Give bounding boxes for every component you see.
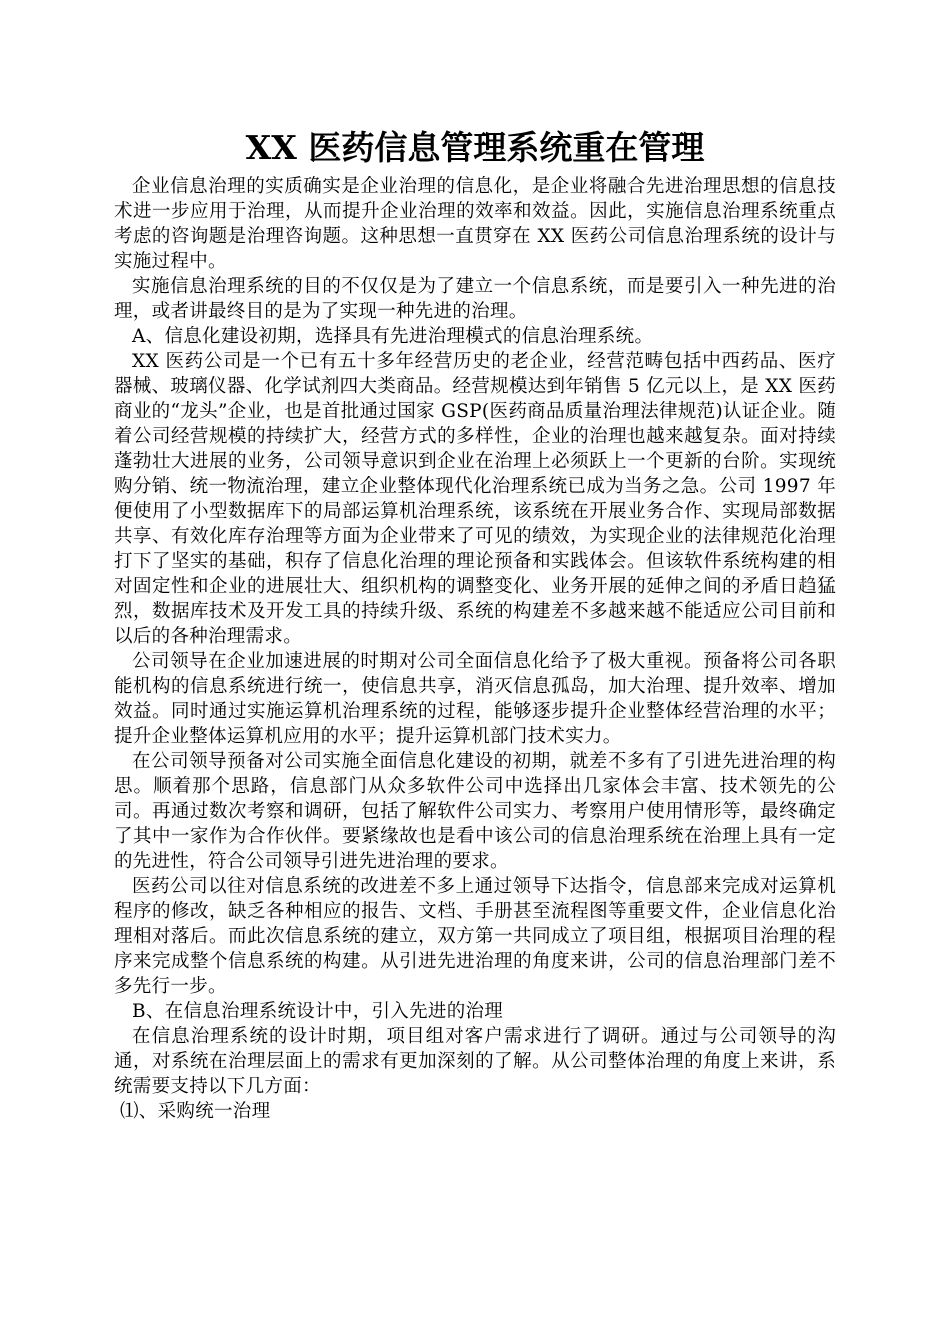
paragraph-project-team: 医药公司以往对信息系统的改进差不多上通过领导下达指令，信息部来完成对运算机程序的修改，缺乏各种相应的报告、文档、手册甚至流程图等重要文件，企业信息化治理相对落后。而此次信息系统的建立，双方第一共同成立了项目组，根据项目治理的程序来完成整个信息系统的构建。从引进先进治理的角度来讲，公司的信息治理部门差不多先行一步。 bbox=[114, 876, 836, 997]
paragraph-company-background: XX 医药公司是一个已有五十多年经营历史的老企业，经营范畴包括中西药品、医疗器械、玻璃仪器、化学试剂四大类商品。经营规模达到年销售 5 亿元以上，是 XX 医药商业的“龙头”企业，也是首批通过国家 GSP(医药商品质量治理法律规范)认证企业。随着公司经营规模的持续扩大，经营方式的多样性，企业的治理也越来越复杂。面对持续蓬勃壮大进展的业务，公司领导意识到企业在治理上必须跃上一个更新的台阶。实现统购分销、统一物流治理，建立企业整体现代化治理系统已成为当务之急。公司 1997 年便使用了小型数据库下的局部运算机治理系统，该系统在开展业务合作、实现局部数据共享、有效化库存治理等方面为企业带来了可见的绩效，为实现企业的法律规范化治理打下了坚实的基础，积存了信息化治理的理论预备和实践体会。但该软件系统构建的相对固定性和企业的进展壮大、组织机构的调整变化、业务开展的延伸之间的矛盾日趋猛烈，数据库技术及开发工具的持续升级、系统的构建差不多越来越不能适应公司目前和以后的各种治理需求。 bbox=[114, 351, 836, 647]
paragraph-partner-selection: 在公司领导预备对公司实施全面信息化建设的初期，就差不多有了引进先进治理的构思。顺着那个思路，信息部门从众多软件公司中选择出几家体会丰富、技术领先的公司。再通过数次考察和调研，包括了解软件公司实力、考察用户使用情形等，最终确定了其中一家作为合作伙伴。要紧缘故也是看中该公司的信息治理系统在治理上具有一定的先进性，符合公司领导引进先进治理的要求。 bbox=[114, 751, 836, 872]
paragraph-requirements: 在信息治理系统的设计时期，项目组对客户需求进行了调研。通过与公司领导的沟通，对系统在治理层面上的需求有更加深刻的了解。从公司整体治理的角度上来讲，系统需要支持以下几方面： bbox=[114, 1026, 836, 1097]
paragraph-leadership: 公司领导在企业加速进展的时期对公司全面信息化给予了极大重视。预备将公司各职能机构的信息系统进行统一，使信息共享，消灭信息孤岛，加大治理、提升效率、增加效益。同时通过实施运算机治理系统的过程，能够逐步提升企业整体经营治理的水平；提升企业整体运算机应用的水平；提升运算机部门技术实力。 bbox=[114, 651, 836, 747]
paragraph-intro: 企业信息治理的实质确实是企业治理的信息化，是企业将融合先进治理思想的信息技术进一步应用于治理，从而提升企业治理的效率和效益。因此，实施信息治理系统重点考虑的咨询题是治理咨询题。这种思想一直贯穿在 XX 医药公司信息治理系统的设计与实施过程中。 bbox=[114, 176, 836, 272]
document-body bbox=[114, 174, 836, 1124]
list-item-procurement: ⑴、采购统一治理 bbox=[120, 1101, 271, 1122]
section-heading-a: A、信息化建设初期，选择具有先进治理模式的信息治理系统。 bbox=[132, 326, 654, 347]
paragraph-purpose: 实施信息治理系统的目的不仅仅是为了建立一个信息系统，而是要引入一种先进的治理，或者讲最终目的是为了实现一种先进的治理。 bbox=[114, 276, 836, 322]
section-heading-b: B、在信息治理系统设计中，引入先进的治理 bbox=[132, 1001, 504, 1022]
document-title: XX 医药信息管理系统重在管理 bbox=[245, 128, 705, 167]
